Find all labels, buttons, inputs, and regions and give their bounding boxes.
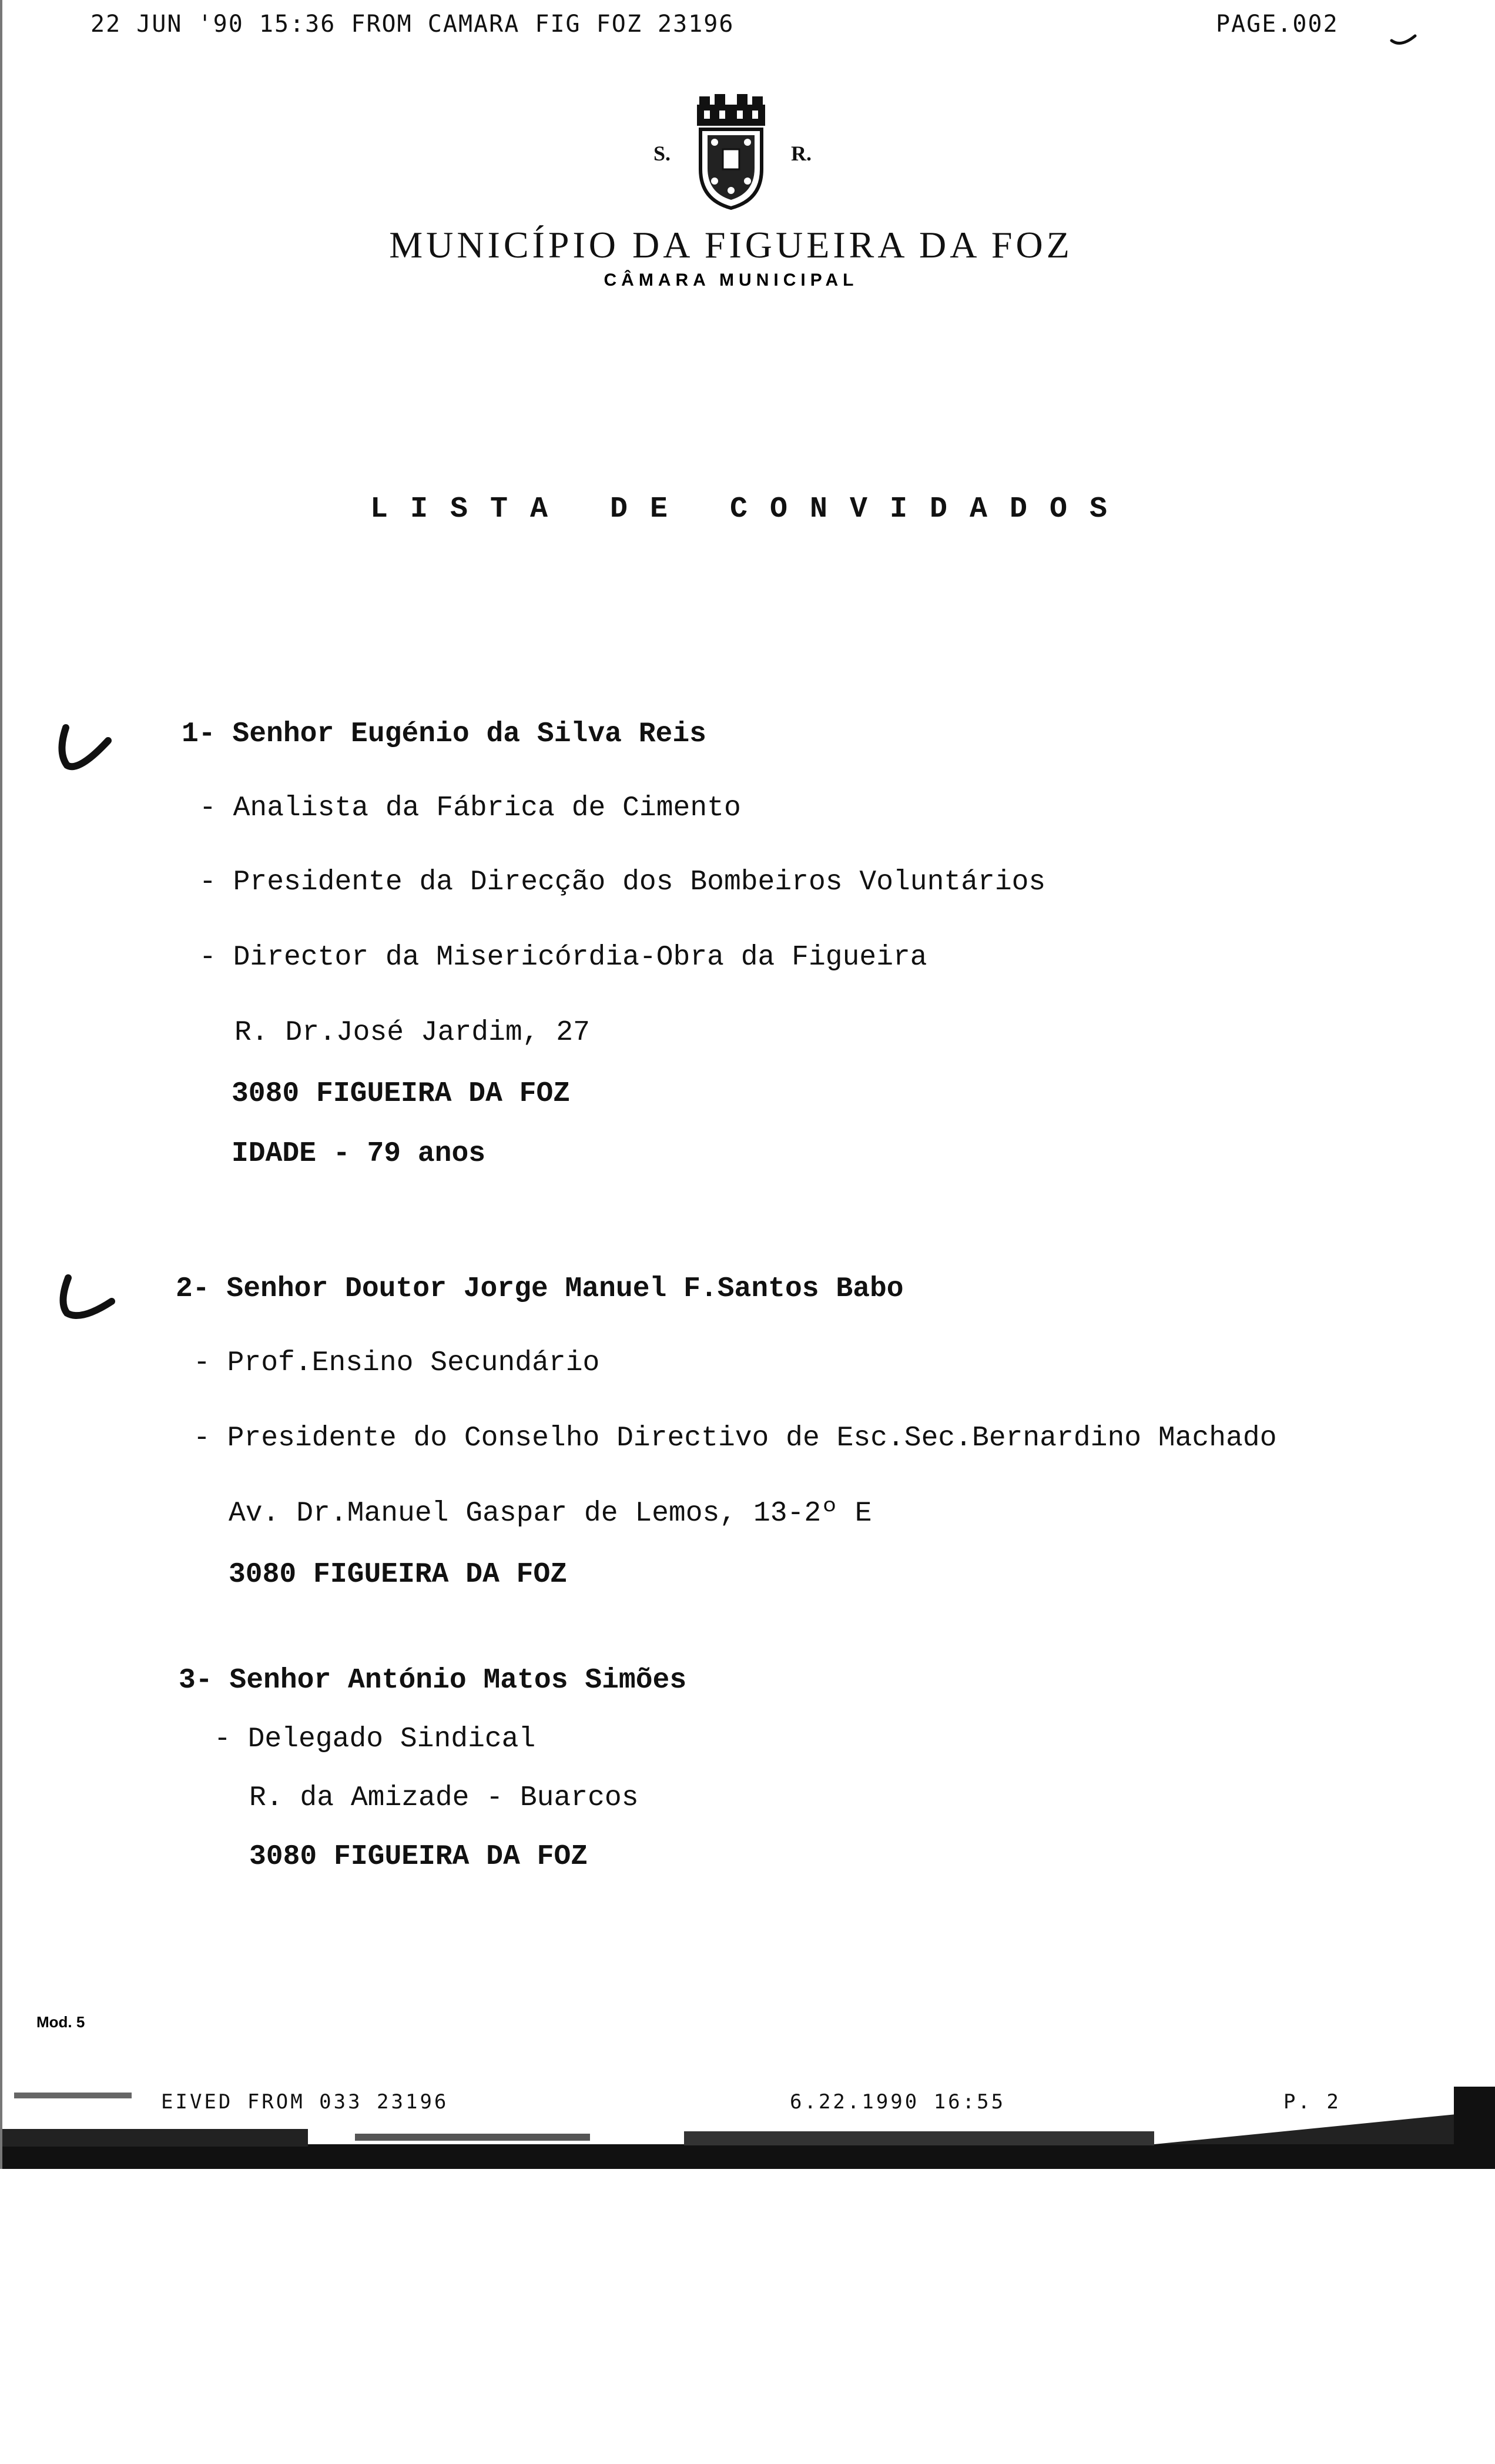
sr-label-r: R. [791,142,812,165]
guest-3-address-2: 3080 FIGUEIRA DA FOZ [249,1841,588,1873]
guest-2-role-2: - Presidente do Conselho Directivo de Esc.Sec.Bernardino Machado [193,1422,1277,1454]
guest-3-address-1: R. da Amizade - Buarcos [249,1782,639,1814]
guest-1-age: IDADE - 79 anos [232,1138,486,1170]
guest-3-name: 3- Senhor António Matos Simões [179,1665,687,1696]
council-name: CÂMARA MUNICIPAL [604,270,859,290]
guest-2-name: 2- Senhor Doutor Jorge Manuel F.Santos Babo [176,1273,904,1305]
handwritten-check-icon [55,1264,120,1328]
coat-of-arms-icon [684,93,778,210]
guest-3-role-1: - Delegado Sindical [214,1723,536,1755]
fax-header: 22 JUN '90 15:36 FROM CAMARA FIG FOZ 23196 [90,11,735,38]
guest-1-name: 1- Senhor Eugénio da Silva Reis [182,718,706,750]
fax-footer-noise [2,2075,1495,2169]
guest-2-address-1: Av. Dr.Manuel Gaspar de Lemos, 13-2º E [229,1498,872,1529]
fax-footer-page: P. 2 [1283,2090,1341,2114]
form-label: Mod. 5 [36,2013,85,2031]
guest-1-role-1: - Analista da Fábrica de Cimento [199,792,741,824]
guest-1-role-3: - Director da Misericórdia-Obra da Figueira [199,942,927,973]
guest-1-address-2: 3080 FIGUEIRA DA FOZ [232,1078,571,1110]
fax-page-number: PAGE.002 [1216,11,1339,38]
page-title: LISTA DE CONVIDADOS [370,493,1130,526]
guest-1-address-1: R. Dr.José Jardim, 27 [234,1017,590,1049]
guest-1-role-2: - Presidente da Direcção dos Bombeiros Voluntários [199,866,1046,898]
sr-label-s: S. [653,142,671,165]
fax-footer-timestamp: 6.22.1990 16:55 [790,2090,1006,2114]
fax-footer-sender: EIVED FROM 033 23196 [161,2090,449,2114]
municipality-name: MUNICÍPIO DA FIGUEIRA DA FOZ [389,224,1073,266]
guest-2-address-2: 3080 FIGUEIRA DA FOZ [229,1559,568,1591]
handwritten-mark-icon [1389,32,1419,50]
handwritten-check-icon [55,711,120,776]
guest-2-role-1: - Prof.Ensino Secundário [193,1347,600,1379]
